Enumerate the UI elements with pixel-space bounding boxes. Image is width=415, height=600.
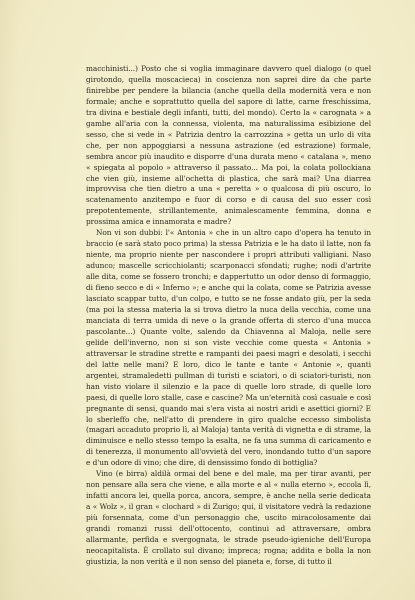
body-text <box>86 64 371 568</box>
paragraph: Vino (e birra) aldilà ormai del bene e del male, ma per tirar avanti, per non pensare alla sera che viene, e alla morte e al « nulla eterno », eccola lì, infatti ancora lei, quella porca, ancora, sempre, è anche nella serie dedicata a « Wolz », il gran « clochard » di Zurigo; qui, il visitatore vedrà la redazione più forsennata, come d'un personaggio che, uscito miracolosamente dai grandi romanzi russi dell'ottocento, continui ad attraversare, ombra allarmante, perfida e svergognata, le strade pseudo-igieniche dell'Europa neocapitalista. È crollato sul divano; impreca; rogna; addita e bolla la non giustizia, la non verità e il non senso del pianeta e, forse, di tutto il <box>86 469 371 566</box>
paragraph: Non vi son dubbi: l'« Antonia » che in un altro capo d'opera ha tenuto in braccio (e sarà stato poco prima) la stessa Patrizia e le ha dato il latte, non fa niente, ma proprio niente per nascondere i propri attributi valligiani. Naso adunco; mascelle scricchiolanti; scarponacci sfondati; rughe; nodi d'artrite alle dita, come se fossero tronchi; e dappertutto un odor denso di formaggio, di fieno secco e di « Inferno »; e anche qui la colata, come se Patrizia avesse lasciato scappar tutto, d'un colpo, e tutto se ne fosse andato giù, per la seda (ma poi la stessa materia la si trova dietro la nuca della vecchia, come una manciata di terra umida di neve o la grande offerta di sterco d'una mucca pascolante...) Quante volte, salendo da Chiavenna al Maloja, nelle sere gelide dell'inverno, non si son viste vecchie come questa « Antonia » attraversar le stradine strette e rampanti dei paesi magri e desolati, i secchi del latte nelle mani? E loro, dico le tante e tante « Antonie », quanti argentei, stramaledetti pullman di turisti e sciatori, o di sciatori-turisti, non han visto violare il silenzio e la pace di quelle loro strade, di quelle loro paesi, di quelle loro stalle, case e cascine? Ma un'eternità così casuale e così pregnante di sensi, quando mai s'era vista ai nostri aridi e asettici giorni? E lo sberleffo che, nell'atto di prendere in giro qualche eccesso simbolista (magari accaduto proprio lì, al Maloja) tanta verità di vignetta e di strame, la diminuisce e nello stesso tempo la esalta, ne fa una summa di caricamento e di tenerezza, il monumento all'ovvietà del vero, inondando tutto d'un sapore e d'un odore di vino; che dire, di densissimo fondo di bottiglia? <box>86 228 371 468</box>
paragraph: macchinisti...) Posto che si voglia immaginare davvero quel dialogo (o quel girotondo, quella moscacieca) in coscienza non saprei dire da che parte finirebbe per pendere la bilancia (anche quella della modernità vera e non formale; anche e soprattutto quella del sapore di latte, carne freschissima, tra divina e bestiale degli infanti, tutti, del mondo). Certo la « carognata » a gambe all'aria con la connessa, violenta, ma naturalissima esibizione del sesso, che si vede in « Patrizia dentro la carrozzina » getta un urlo di vita che, per non appoggiarsi a nessuna astrazione (ed estrazione) formale, sembra ancor più inaudito e disporre d'una durata meno « catalana », meno « spiegata al popolo » attraverso il passato... Ma poi, la colata pollockiana che vien giù, insieme all'ochetta di plastica, che sarà mai? Una diarrea improvvisa che tien dietro a una « peretta » o qualcosa di più oscuro, lo scatenamento anzitempo e fuor di corso e di causa del suo esser così prepotentemente, strillantemente, animalescamente femmina, donna e prossima amica e innamorata e madre? <box>86 64 371 227</box>
